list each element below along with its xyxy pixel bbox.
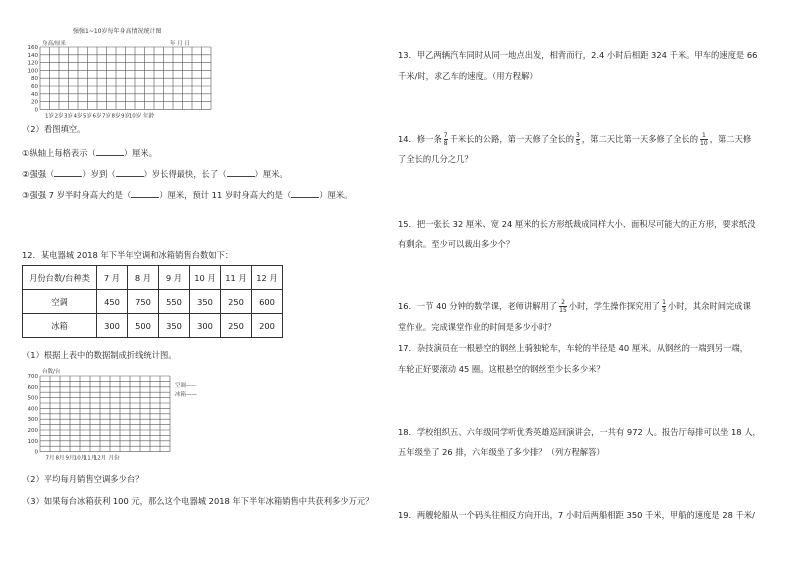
height-chart-x-tick: 10岁 [128,113,142,120]
fraction-denominator: 5 [576,140,580,147]
height-chart-x-unit: 年龄 [142,113,155,120]
answer-blank[interactable] [291,188,319,198]
q14-text-2: 千米长的公路，第一天修了全长的 [449,134,575,144]
table-header-cell: 11 月 [221,266,252,290]
table-cell: 空调 [23,290,97,314]
sales-chart-svg [0,0,240,470]
height-chart-title: 强强1~10岁每年身高情况统计图 [73,28,162,35]
height-chart-x-tick: 9岁 [121,113,130,120]
height-chart-y-tick: 100 [27,68,38,75]
sales-chart-y-tick: 0 [34,449,38,456]
q16-line1 [398,299,751,314]
fraction [576,132,580,147]
sales-chart-x-tick: 8月 [55,455,65,462]
sales-chart-y-tick: 200 [27,428,38,434]
q11-2-c-3: ）厘米。 [319,190,353,200]
fraction [662,299,666,314]
q11-2-b-3: ）岁长得最快，长了（ [143,169,227,179]
table-cell: 500 [128,314,159,338]
table-header-cell: 12 月 [252,266,283,290]
q11-2-b-4: ）厘米。 [254,169,288,179]
table-cell: 200 [252,314,283,338]
sales-chart-x-tick: 11月 [83,455,97,462]
table-cell: 300 [190,314,221,338]
table-cell: 350 [190,290,221,314]
sales-chart-x-tick: 10月 [73,455,87,462]
table-header-cell: 9 月 [159,266,190,290]
sales-chart-y-tick: 100 [27,438,38,445]
height-chart-y-tick: 60 [31,84,38,90]
fraction [559,299,567,314]
height-chart-x-tick: 5岁 [83,113,92,120]
sales-chart-y-tick: 600 [27,384,38,391]
sales-chart-y-tick: 300 [27,417,38,424]
q17-line1: 17．杂技演员在一根悬空的钢丝上骑独轮车，车轮的半径是 40 厘米。从钢丝的一端到另一端， [398,343,748,353]
q11-2-b-1: ②强强（ [22,169,55,179]
sales-chart-y-unit: 台数/台 [42,369,61,375]
q11-2-c-1: ③强强 7 岁半时身高大约是（ [22,190,132,200]
sales-chart-y-tick: 700 [27,374,38,380]
sales-chart-y-tick: 400 [27,406,38,413]
height-chart-x-tick: 4岁 [73,113,83,120]
fraction-numerator: 2 [561,299,565,306]
q16-text-1: 16．一节 40 分钟的数学课，老师讲解用了 [398,301,558,311]
sales-chart-x-tick: 12月 [93,455,107,462]
table-cell: 550 [159,290,190,314]
q13-line1: 13．甲乙两辆汽车同时从同一地点出发，相背而行，2.4 小时后相距 324 千米。甲车的速度是 66 [398,50,758,60]
table-cell: 600 [252,290,283,314]
fraction-denominator: 3 [662,307,666,314]
sales-chart-x-unit: 月份 [108,455,120,462]
q15-line2: 有剩余。至少可以裁出多少个？ [398,239,515,249]
q16-text-2: 小时，学生操作探究用了 [568,301,661,311]
height-chart-x-tick: 3岁 [64,113,73,120]
q18-line2: 五年级坐了 26 排，六年级坐了多少排？（列方程解答） [398,447,605,457]
height-chart-x-tick: 1岁 [45,113,54,120]
fraction-numerator: 3 [576,132,580,139]
fraction-denominator: 15 [559,307,567,314]
fraction-denominator: 10 [700,140,708,147]
q16-text-3: 小时，其余时间完成课 [667,301,751,311]
height-chart-x-tick: 8岁 [111,113,121,120]
height-chart-y-tick: 160 [27,45,38,51]
height-chart-y-tick: 40 [31,91,38,98]
sales-chart-y-tick: 500 [27,395,38,402]
q11-2-a-prefix: ①纵轴上每格表示（ [22,148,96,158]
q14-text-3: ，第二天比第一天多修了全长的 [581,134,699,144]
fraction-numerator: 1 [701,132,706,139]
fraction [444,132,448,147]
table-header-cell: 8 月 [128,266,159,290]
height-chart-x-tick: 6岁 [92,113,102,120]
table-cell: 250 [221,290,252,314]
legend-air-conditioner: 空调----- [175,383,196,389]
height-chart-y-tick: 80 [31,76,38,83]
q18-line1: 18．学校组织五、六年级同学听优秀英雄巡回演讲会，一共有 972 人。报告厅每排可以坐 18 人， [398,427,761,437]
q16-line2: 堂作业。完成课堂作业的时间是多少小时？ [398,322,556,332]
table-cell: 250 [221,314,252,338]
legend-fridge: 冰箱—— [175,392,198,398]
q11-2-a-suffix: ）厘米。 [123,148,158,158]
q14-line1 [398,132,751,147]
fraction-denominator: 8 [443,140,448,147]
q12-2: （2）平均每月销售空调多少台？ [22,474,144,484]
table-header-cell: 7 月 [97,266,128,290]
fraction-numerator: 1 [662,299,666,306]
q12-1: （1）根据上表中的数据制成折线统计图。 [22,350,177,360]
height-chart-y-tick: 0 [34,107,38,114]
height-chart-y-unit: 身高/厘米 [42,41,66,47]
fraction [700,132,708,147]
height-chart-x-tick: 2岁 [54,113,64,120]
q14-text-4: ，第二天修 [709,134,752,144]
q11-2-prompt: （2）看图填空。 [22,124,86,134]
sales-chart-x-tick: 7月 [45,455,55,462]
table-cell: 冰箱 [23,314,97,338]
sales-chart-x-tick: 9月 [65,455,75,462]
q19-line1: 19．两艘轮船从一个码头往相反方向开出，7 小时后两船相距 350 千米，甲船的速度是 28 千米/ [398,510,755,520]
table-cell: 750 [128,290,159,314]
q14-line2: 了全长的几分之几？ [398,154,473,164]
table-cell: 350 [159,314,190,338]
q11-2-b-2: ）岁到（ [82,169,116,179]
height-chart-y-tick: 140 [27,52,38,59]
q13-line2: 千米/时，求乙车的速度。（用方程解） [398,71,538,81]
q11-2-c-2: ）厘米，预计 11 岁时身高大约是（ [159,190,292,200]
table-cell: 450 [97,290,128,314]
table-header-cell: 月份台数/台种类 [23,266,97,290]
height-chart-y-tick: 20 [31,99,38,106]
q14-text-1: 14．修一条 [398,134,442,144]
table-cell: 300 [97,314,128,338]
height-chart-y-tick: 120 [27,60,38,67]
fraction-numerator: 7 [443,132,448,139]
table-header-cell: 10 月 [190,266,221,290]
q12-3: （3）如果每台冰箱获利 100 元，那么这个电器城 2018 年下半年冰箱销售中共获利多少万元？ [22,496,374,506]
height-chart-date: 年 月 日 [170,41,190,47]
q15-line1: 15．把一张长 32 厘米、宽 24 厘米的长方形纸裁成同样大小、面积尽可能大的正方形，要求纸没 [398,219,756,229]
height-chart-x-tick: 7岁 [102,113,111,120]
q17-line2: 车轮正好要滚动 45 圈。这根悬空的钢丝至少长多少米？ [398,364,605,374]
q12-title: 12．某电器城 2018 年下半年空调和冰箱销售台数如下： [22,250,234,260]
